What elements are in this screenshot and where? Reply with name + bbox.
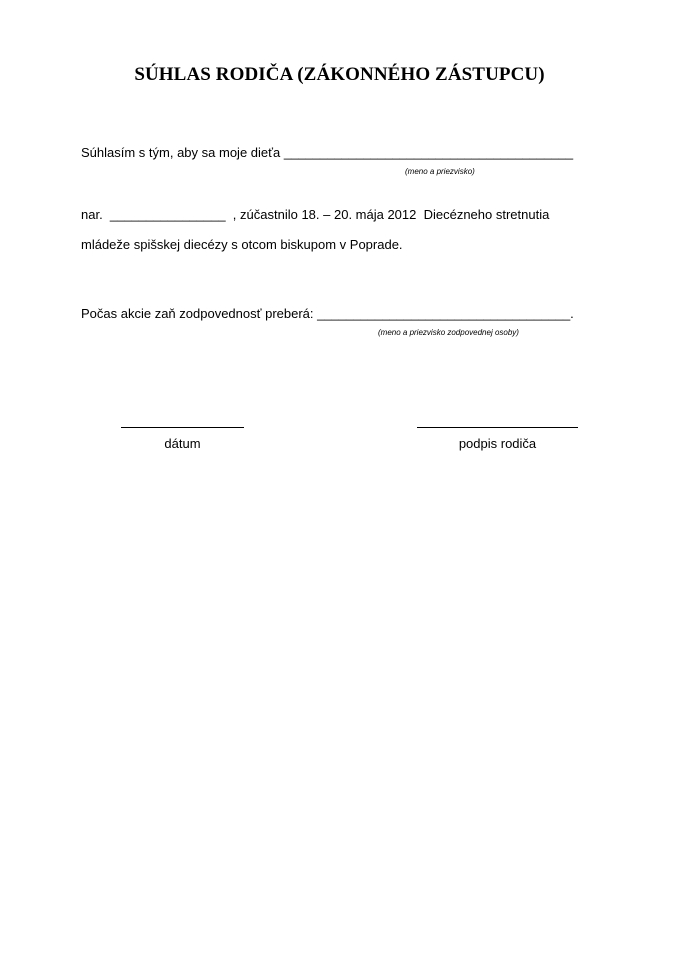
responsible-person-caption: (meno a priezvisko zodpovednej osoby) — [378, 328, 519, 337]
responsible-person-line: Počas akcie zaň zodpovednosť preberá: ___________________________________. — [81, 306, 574, 321]
date-signature-line — [121, 427, 244, 428]
date-label: dátum — [164, 436, 201, 451]
parent-signature-line — [417, 427, 578, 428]
event-description-line: mládeže spišskej diecézy s otcom biskupom v Poprade. — [81, 237, 403, 252]
child-name-caption: (meno a priezvisko) — [405, 167, 475, 176]
document-title: SÚHLAS RODIČA (ZÁKONNÉHO ZÁSTUPCU) — [134, 64, 545, 85]
consent-line: Súhlasím s tým, aby sa moje dieťa ________________________________________ — [81, 145, 574, 160]
birth-participation-line: nar. ________________ , zúčastnilo 18. – 20. mája 2012 Diecézneho stretnutia — [81, 207, 550, 222]
parent-signature-label: podpis rodiča — [458, 436, 537, 451]
